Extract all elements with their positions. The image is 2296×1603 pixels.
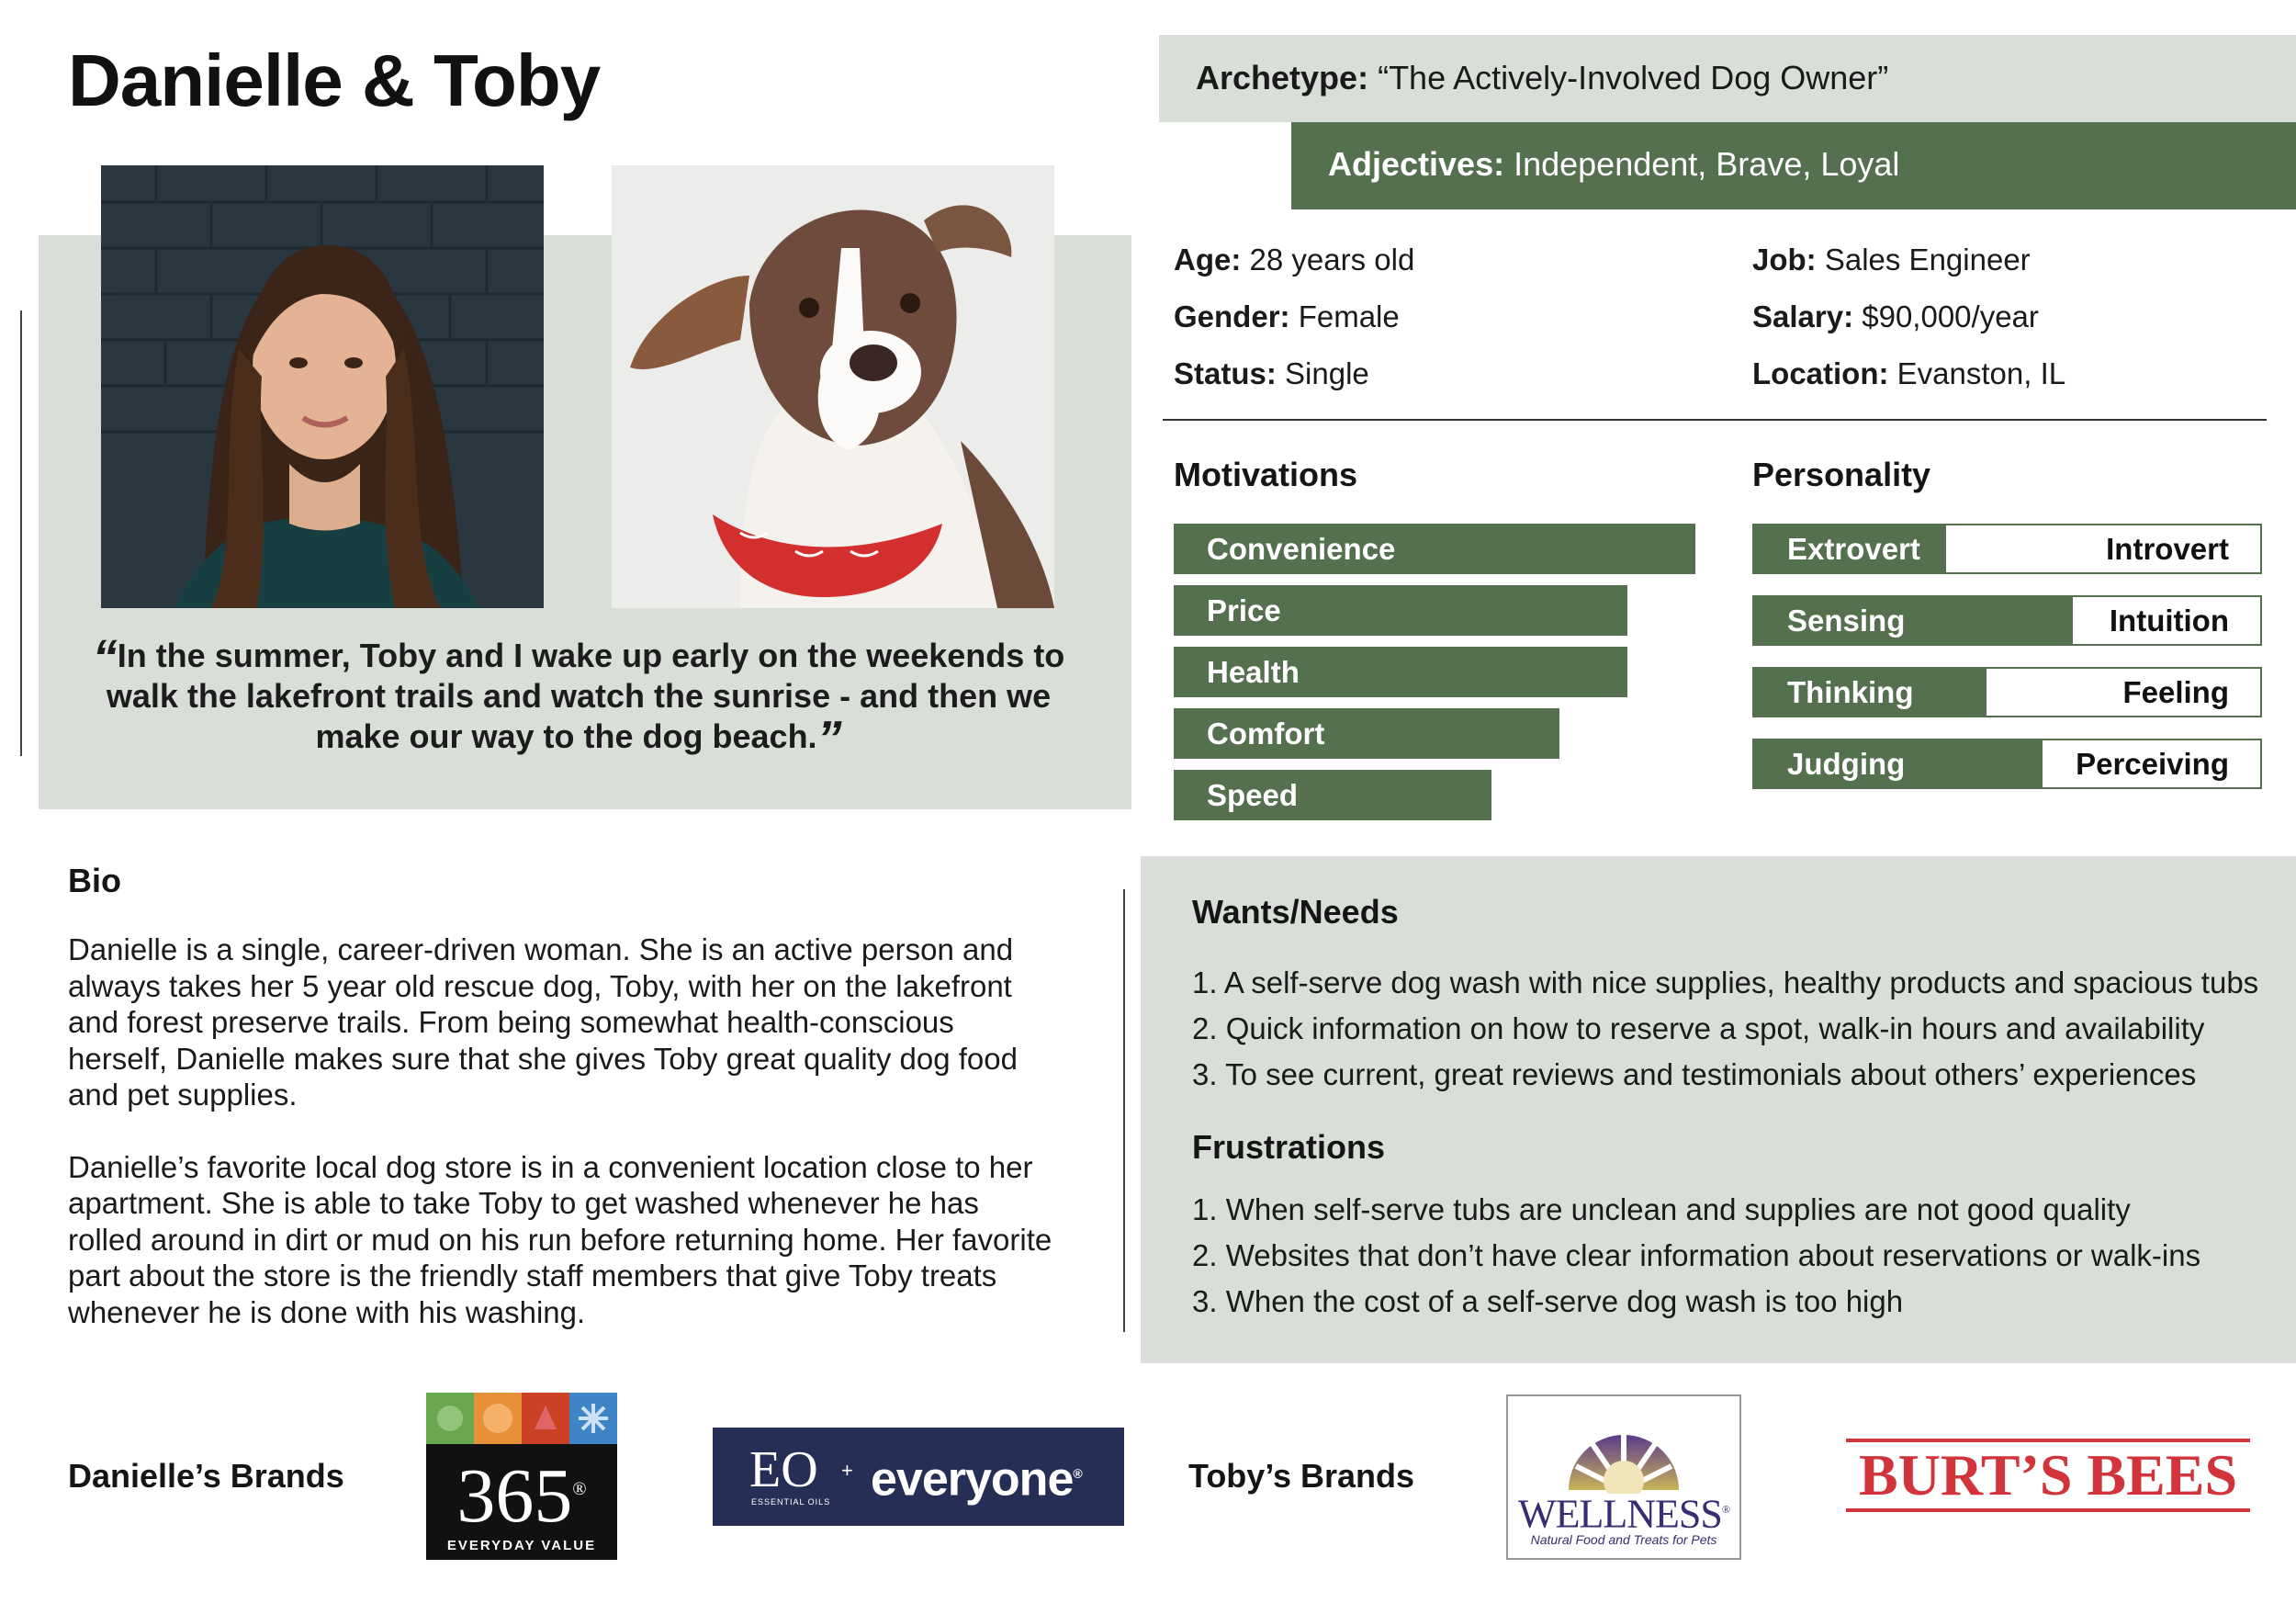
toby-photo bbox=[612, 165, 1054, 608]
info-status: Status: Single bbox=[1174, 356, 1369, 390]
info-location: Location: Evanston, IL bbox=[1752, 356, 2066, 390]
adjectives-value: Independent, Brave, Loyal bbox=[1514, 145, 1900, 183]
archetype-value: “The Actively-Involved Dog Owner” bbox=[1378, 59, 1889, 96]
personality-scale: Thinking Feeling bbox=[1752, 667, 2262, 717]
adjectives-label: Adjectives: bbox=[1328, 145, 1505, 183]
divider-mid bbox=[1123, 889, 1125, 1332]
personality-scale: Sensing Intuition bbox=[1752, 595, 2262, 646]
logo-wellness: WELLNESS® Natural Food and Treats for Pets bbox=[1506, 1394, 1741, 1560]
divider-left bbox=[20, 310, 22, 756]
page-title: Danielle & Toby bbox=[68, 40, 601, 121]
wellness-sun-icon bbox=[1508, 1402, 1739, 1494]
wants-list bbox=[1192, 960, 2258, 1098]
motivations-heading: Motivations bbox=[1174, 456, 1358, 493]
list-item: 1. When self-serve tubs are unclean and supplies are not good quality bbox=[1192, 1192, 2131, 1226]
archetype-label: Archetype: bbox=[1196, 59, 1369, 96]
list-item: 3. When the cost of a self-serve dog wash is too high bbox=[1192, 1284, 1904, 1318]
danielle-brands-label: Danielle’s Brands bbox=[68, 1457, 344, 1495]
logo-365-everyday-value: 365® EVERYDAY VALUE bbox=[426, 1393, 617, 1560]
motivation-bar: Price bbox=[1174, 585, 1627, 636]
info-age: Age: 28 years old bbox=[1174, 243, 1415, 277]
wants-heading: Wants/Needs bbox=[1192, 893, 1399, 931]
logo-burts-bees: BURT’S BEES bbox=[1846, 1439, 2250, 1512]
motivation-bar: Comfort bbox=[1174, 708, 1559, 759]
personality-scale: Extrovert Introvert bbox=[1752, 524, 2262, 574]
archetype bbox=[1196, 59, 1888, 97]
quote-close-mark: ” bbox=[816, 711, 842, 766]
bio-text bbox=[68, 931, 1060, 1366]
list-item: 1. A self-serve dog wash with nice supplies, healthy products and spacious tubs bbox=[1192, 965, 2259, 999]
quote-text: In the summer, Toby and I wake up early on the weekends to walk the lakefront trails and watch the sunrise - and then we make our way to the dog beach. bbox=[106, 637, 1065, 755]
personality-heading: Personality bbox=[1752, 456, 1931, 493]
motivation-bar: Convenience bbox=[1174, 524, 1695, 574]
list-item: 2. Quick information on how to reserve a spot, walk-in hours and availability bbox=[1192, 1011, 2205, 1045]
list-item: 2. Websites that don’t have clear information about reservations or walk-ins bbox=[1192, 1238, 2201, 1272]
info-job: Job: Sales Engineer bbox=[1752, 243, 2031, 277]
divider-info bbox=[1163, 419, 2267, 421]
quote-open-mark: “ bbox=[92, 630, 118, 685]
info-salary: Salary: $90,000/year bbox=[1752, 299, 2039, 333]
info-gender: Gender: Female bbox=[1174, 299, 1400, 333]
frustrations-heading: Frustrations bbox=[1192, 1128, 1386, 1166]
persona-quote bbox=[83, 630, 1075, 766]
adjectives bbox=[1328, 145, 1899, 184]
logo-eo-everyone: EO ESSENTIAL OILS + everyone® bbox=[713, 1428, 1124, 1526]
danielle-photo bbox=[101, 165, 544, 608]
bio-paragraph-2: Danielle’s favorite local dog store is in a convenient location close to her apartment. She is able to take Toby to get washed whenever he has rolled around in dirt or mud on his run before returning home. Her favorite part about the store is the friendly staff members that give Toby treats whenever he is done with his washing. bbox=[68, 1149, 1052, 1329]
personality-scale: Judging Perceiving bbox=[1752, 739, 2262, 789]
motivation-bar: Speed bbox=[1174, 770, 1491, 820]
motivation-bar: Health bbox=[1174, 647, 1627, 697]
bio-heading: Bio bbox=[68, 862, 121, 899]
frustrations-list bbox=[1192, 1187, 2200, 1325]
logo-365-pattern bbox=[426, 1393, 617, 1444]
bio-paragraph-1: Danielle is a single, career-driven woman. She is an active person and always takes her 5 year old rescue dog, Toby, with her on the lakefront and forest preserve trails. From being somewhat health-conscious herself, Danielle makes sure that she gives Toby great quality dog food and pet supplies. bbox=[68, 932, 1018, 1112]
list-item: 3. To see current, great reviews and testimonials about others’ experiences bbox=[1192, 1057, 2197, 1091]
toby-brands-label: Toby’s Brands bbox=[1188, 1457, 1415, 1495]
